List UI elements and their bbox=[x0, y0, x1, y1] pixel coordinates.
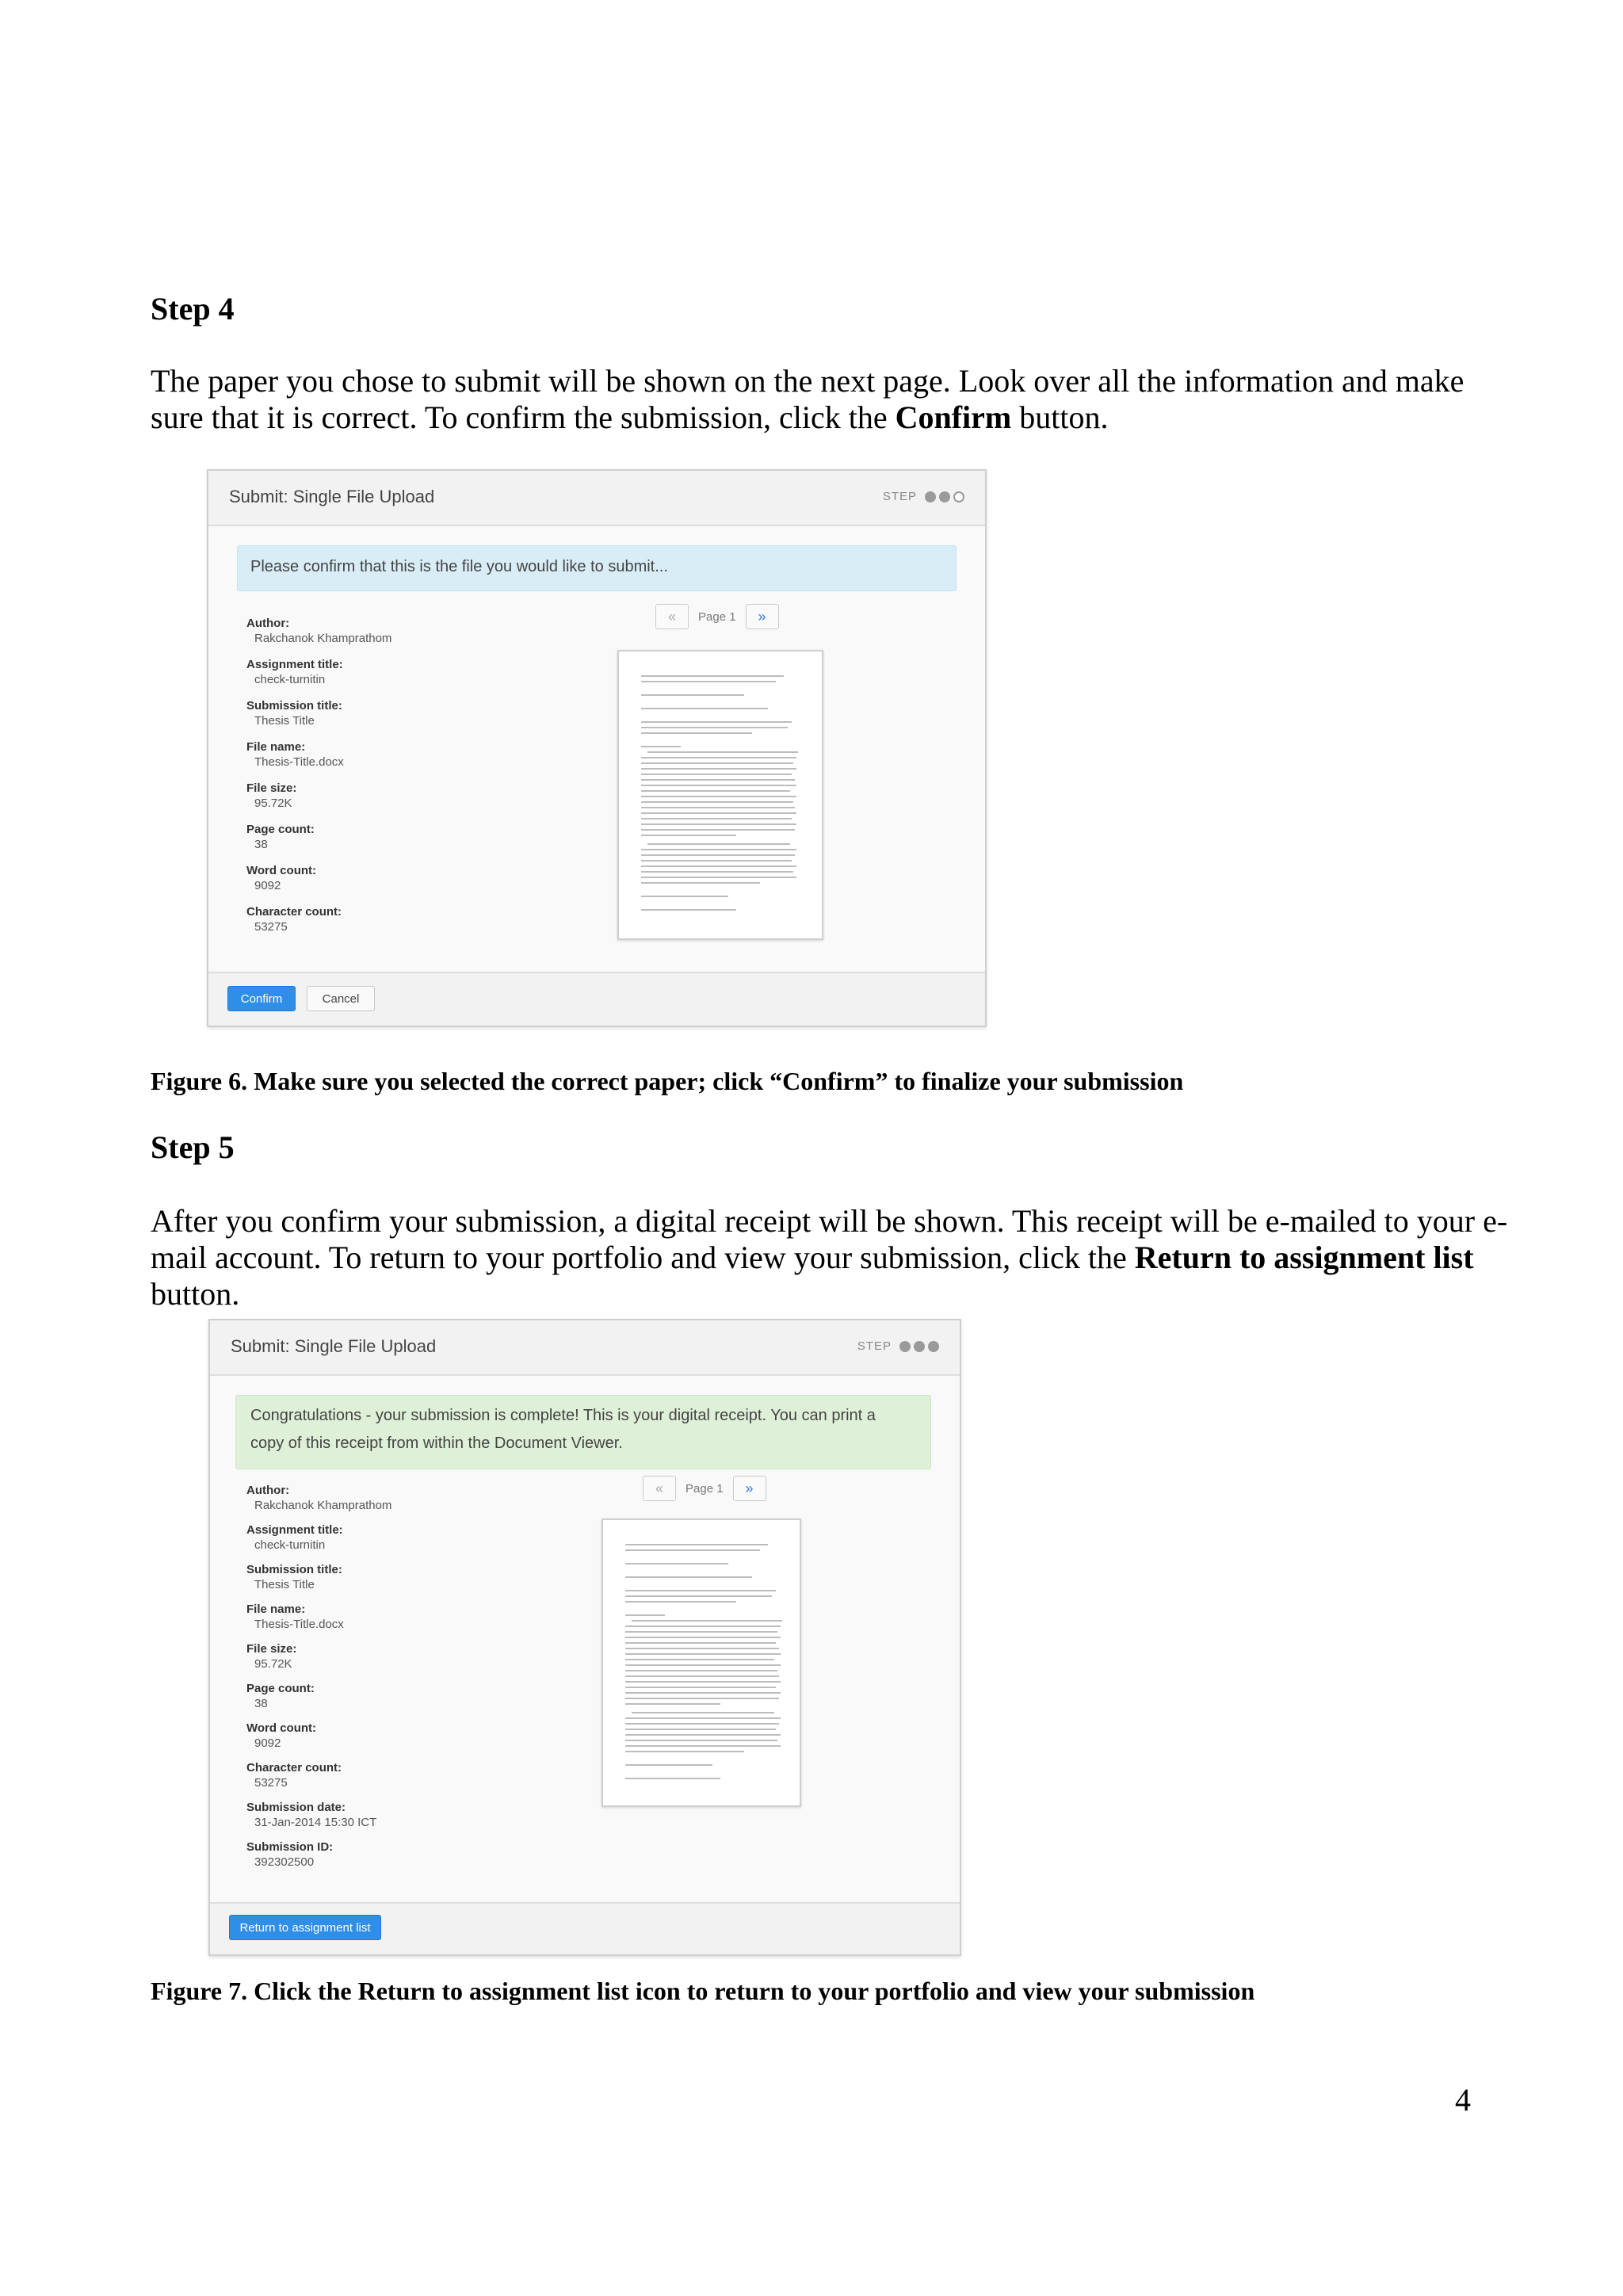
panel-title: Submit: Single File Upload bbox=[229, 487, 435, 506]
preview-text-line bbox=[625, 1778, 720, 1779]
preview-text-line bbox=[641, 812, 796, 814]
detail-character-count: Character count: 53275 bbox=[246, 905, 342, 934]
preview-text-line bbox=[625, 1764, 712, 1766]
preview-text-line bbox=[625, 1692, 781, 1694]
page-indicator: Page 1 bbox=[685, 1481, 724, 1496]
preview-text-line bbox=[625, 1664, 781, 1666]
submission-details bbox=[246, 617, 508, 949]
panel-header bbox=[210, 1320, 960, 1376]
step-4-text: The paper you chose to submit will be shown on the next page. Look over all the information and make sure that it is correct. To confirm the submission, click the bbox=[151, 363, 1465, 435]
preview-text-line bbox=[625, 1717, 781, 1719]
step-4-paragraph bbox=[151, 363, 1514, 436]
detail-page-count: Page count: 38 bbox=[246, 1682, 315, 1710]
detail-assignment-title: Assignment title: check-turnitin bbox=[246, 1523, 343, 1552]
step-5-text: After you confirm your submission, a digital receipt will be shown. This receipt will be e-mailed to your e-mail account. To return to your portfolio and view your submission, click the bbox=[151, 1203, 1508, 1275]
preview-text-line bbox=[625, 1729, 776, 1730]
preview-text-line bbox=[641, 694, 744, 696]
preview-text-line bbox=[647, 843, 790, 845]
preview-text-line bbox=[625, 1653, 781, 1655]
panel-footer bbox=[208, 972, 985, 1026]
preview-text-line bbox=[641, 785, 796, 786]
document-preview bbox=[601, 1519, 801, 1807]
preview-text-line bbox=[641, 807, 795, 808]
confirm-submission-panel bbox=[207, 469, 987, 1027]
step-dot-icon bbox=[953, 491, 964, 502]
preview-text-line bbox=[625, 1576, 752, 1578]
preview-text-line bbox=[641, 882, 760, 884]
preview-text-line bbox=[641, 909, 736, 911]
preview-text-line bbox=[625, 1626, 781, 1627]
step-label: STEP bbox=[882, 490, 917, 503]
preview-text-line bbox=[625, 1549, 760, 1551]
panel-footer bbox=[210, 1902, 960, 1954]
preview-text-line bbox=[625, 1563, 728, 1564]
preview-text-line bbox=[625, 1734, 781, 1736]
preview-text-line bbox=[625, 1614, 665, 1616]
success-banner-line-1: Congratulations - your submission is complete! This is your digital receipt. You can print a bbox=[250, 1407, 876, 1424]
preview-text-line bbox=[625, 1544, 768, 1545]
step-dot-icon bbox=[939, 491, 950, 502]
detail-word-count: Word count: 9092 bbox=[246, 864, 317, 892]
detail-submission-title: Submission title: Thesis Title bbox=[246, 1563, 342, 1591]
detail-assignment-title: Assignment title: check-turnitin bbox=[246, 658, 343, 686]
preview-text-line bbox=[625, 1745, 781, 1747]
preview-text-line bbox=[625, 1637, 781, 1638]
preview-text-line bbox=[625, 1703, 720, 1705]
detail-submission-date: Submission date: 31-Jan-2014 15:30 ICT bbox=[246, 1801, 377, 1829]
preview-text-line bbox=[625, 1740, 777, 1741]
preview-text-line bbox=[641, 860, 792, 861]
preview-text-line bbox=[625, 1675, 779, 1677]
receipt-details bbox=[246, 1484, 508, 1896]
preview-text-line bbox=[625, 1601, 736, 1603]
preview-text-line bbox=[625, 1723, 779, 1725]
preview-text-line bbox=[625, 1648, 779, 1649]
detail-file-name: File name: Thesis-Title.docx bbox=[246, 740, 344, 769]
step-dot-icon bbox=[928, 1341, 939, 1352]
preview-text-line bbox=[641, 871, 793, 873]
return-to-assignment-list-button[interactable]: Return to assignment list bbox=[229, 1915, 381, 1940]
preview-text-line bbox=[641, 865, 796, 867]
detail-page-count: Page count: 38 bbox=[246, 823, 315, 851]
figure-6-caption: Figure 6. Make sure you selected the correct paper; click “Confirm” to finalize your submission bbox=[151, 1067, 1184, 1095]
preview-text-line bbox=[625, 1659, 774, 1660]
success-banner-line-2: copy of this receipt from within the Document Viewer. bbox=[250, 1435, 623, 1452]
preview-text-line bbox=[647, 751, 798, 753]
preview-text-line bbox=[625, 1631, 777, 1633]
preview-text-line bbox=[625, 1595, 772, 1597]
page-indicator: Page 1 bbox=[698, 609, 736, 624]
preview-text-line bbox=[641, 721, 792, 723]
step-label: STEP bbox=[857, 1339, 892, 1353]
preview-text-line bbox=[641, 829, 795, 831]
preview-text-line bbox=[641, 854, 795, 856]
previous-page-button[interactable]: « bbox=[655, 604, 689, 629]
cancel-button[interactable]: Cancel bbox=[307, 986, 375, 1011]
confirm-banner bbox=[237, 545, 957, 591]
preview-text-line bbox=[641, 746, 681, 747]
confirm-banner-text: Please confirm that this is the file you would like to submit... bbox=[250, 558, 668, 575]
preview-text-line bbox=[641, 675, 784, 677]
step-dot-icon bbox=[914, 1341, 925, 1352]
document-pager bbox=[643, 1476, 766, 1501]
digital-receipt-panel bbox=[208, 1319, 961, 1956]
preview-text-line bbox=[632, 1620, 782, 1622]
confirm-button[interactable]: Confirm bbox=[227, 986, 296, 1011]
preview-text-line bbox=[641, 732, 752, 734]
page-number: 4 bbox=[1455, 2082, 1471, 2118]
detail-word-count: Word count: 9092 bbox=[246, 1721, 317, 1750]
success-banner bbox=[235, 1395, 931, 1469]
detail-file-name: File name: Thesis-Title.docx bbox=[246, 1603, 344, 1631]
figure-7-caption: Figure 7. Click the Return to assignment list icon to return to your portfolio and view your submission bbox=[151, 1977, 1255, 2005]
preview-text-line bbox=[641, 727, 788, 728]
preview-text-line bbox=[641, 768, 796, 770]
preview-text-line bbox=[625, 1642, 776, 1644]
preview-text-line bbox=[625, 1751, 744, 1752]
next-page-button[interactable]: » bbox=[733, 1476, 766, 1501]
step-dot-icon bbox=[925, 491, 936, 502]
document-preview bbox=[617, 650, 823, 940]
next-page-button[interactable]: » bbox=[746, 604, 779, 629]
preview-text-line bbox=[625, 1670, 777, 1671]
preview-text-line bbox=[641, 762, 793, 764]
preview-text-line bbox=[641, 877, 796, 878]
step-5-heading: Step 5 bbox=[151, 1129, 235, 1165]
preview-text-line bbox=[641, 708, 768, 709]
panel-header bbox=[208, 471, 985, 526]
detail-author: Author: Rakchanok Khamprathom bbox=[246, 617, 392, 645]
previous-page-button[interactable]: « bbox=[643, 1476, 676, 1501]
step-4-text-end: button. bbox=[1011, 399, 1109, 435]
step-indicator bbox=[883, 490, 964, 503]
preview-text-line bbox=[641, 774, 792, 775]
preview-text-line bbox=[641, 757, 796, 758]
preview-text-line bbox=[641, 849, 796, 850]
preview-text-line bbox=[625, 1590, 776, 1591]
return-emphasis: Return to assignment list bbox=[1134, 1240, 1474, 1275]
detail-file-size: File size: 95.72K bbox=[246, 781, 297, 810]
detail-submission-title: Submission title: Thesis Title bbox=[246, 699, 342, 728]
preview-text-line bbox=[641, 896, 728, 897]
preview-text-line bbox=[625, 1681, 781, 1683]
preview-text-line bbox=[641, 835, 736, 836]
detail-submission-id: Submission ID: 392302500 bbox=[246, 1840, 334, 1869]
step-5-paragraph bbox=[151, 1203, 1514, 1312]
detail-file-size: File size: 95.72K bbox=[246, 1642, 297, 1671]
preview-text-line bbox=[641, 779, 795, 781]
step-indicator bbox=[857, 1339, 939, 1353]
preview-text-line bbox=[641, 681, 776, 682]
step-dot-icon bbox=[899, 1341, 911, 1352]
preview-text-line bbox=[641, 823, 796, 825]
preview-text-line bbox=[641, 790, 790, 792]
preview-text-line bbox=[625, 1687, 776, 1688]
preview-text-line bbox=[641, 796, 796, 797]
preview-text-line bbox=[641, 818, 792, 819]
step-4-heading: Step 4 bbox=[151, 291, 235, 327]
detail-author: Author: Rakchanok Khamprathom bbox=[246, 1484, 392, 1512]
preview-text-line bbox=[641, 801, 793, 803]
detail-character-count: Character count: 53275 bbox=[246, 1761, 342, 1790]
preview-text-line bbox=[625, 1698, 779, 1699]
document-pager bbox=[655, 604, 779, 629]
panel-title: Submit: Single File Upload bbox=[231, 1336, 437, 1356]
step-5-text-end: button. bbox=[151, 1276, 240, 1312]
confirm-emphasis: Confirm bbox=[895, 399, 1012, 435]
preview-text-line bbox=[632, 1712, 774, 1713]
